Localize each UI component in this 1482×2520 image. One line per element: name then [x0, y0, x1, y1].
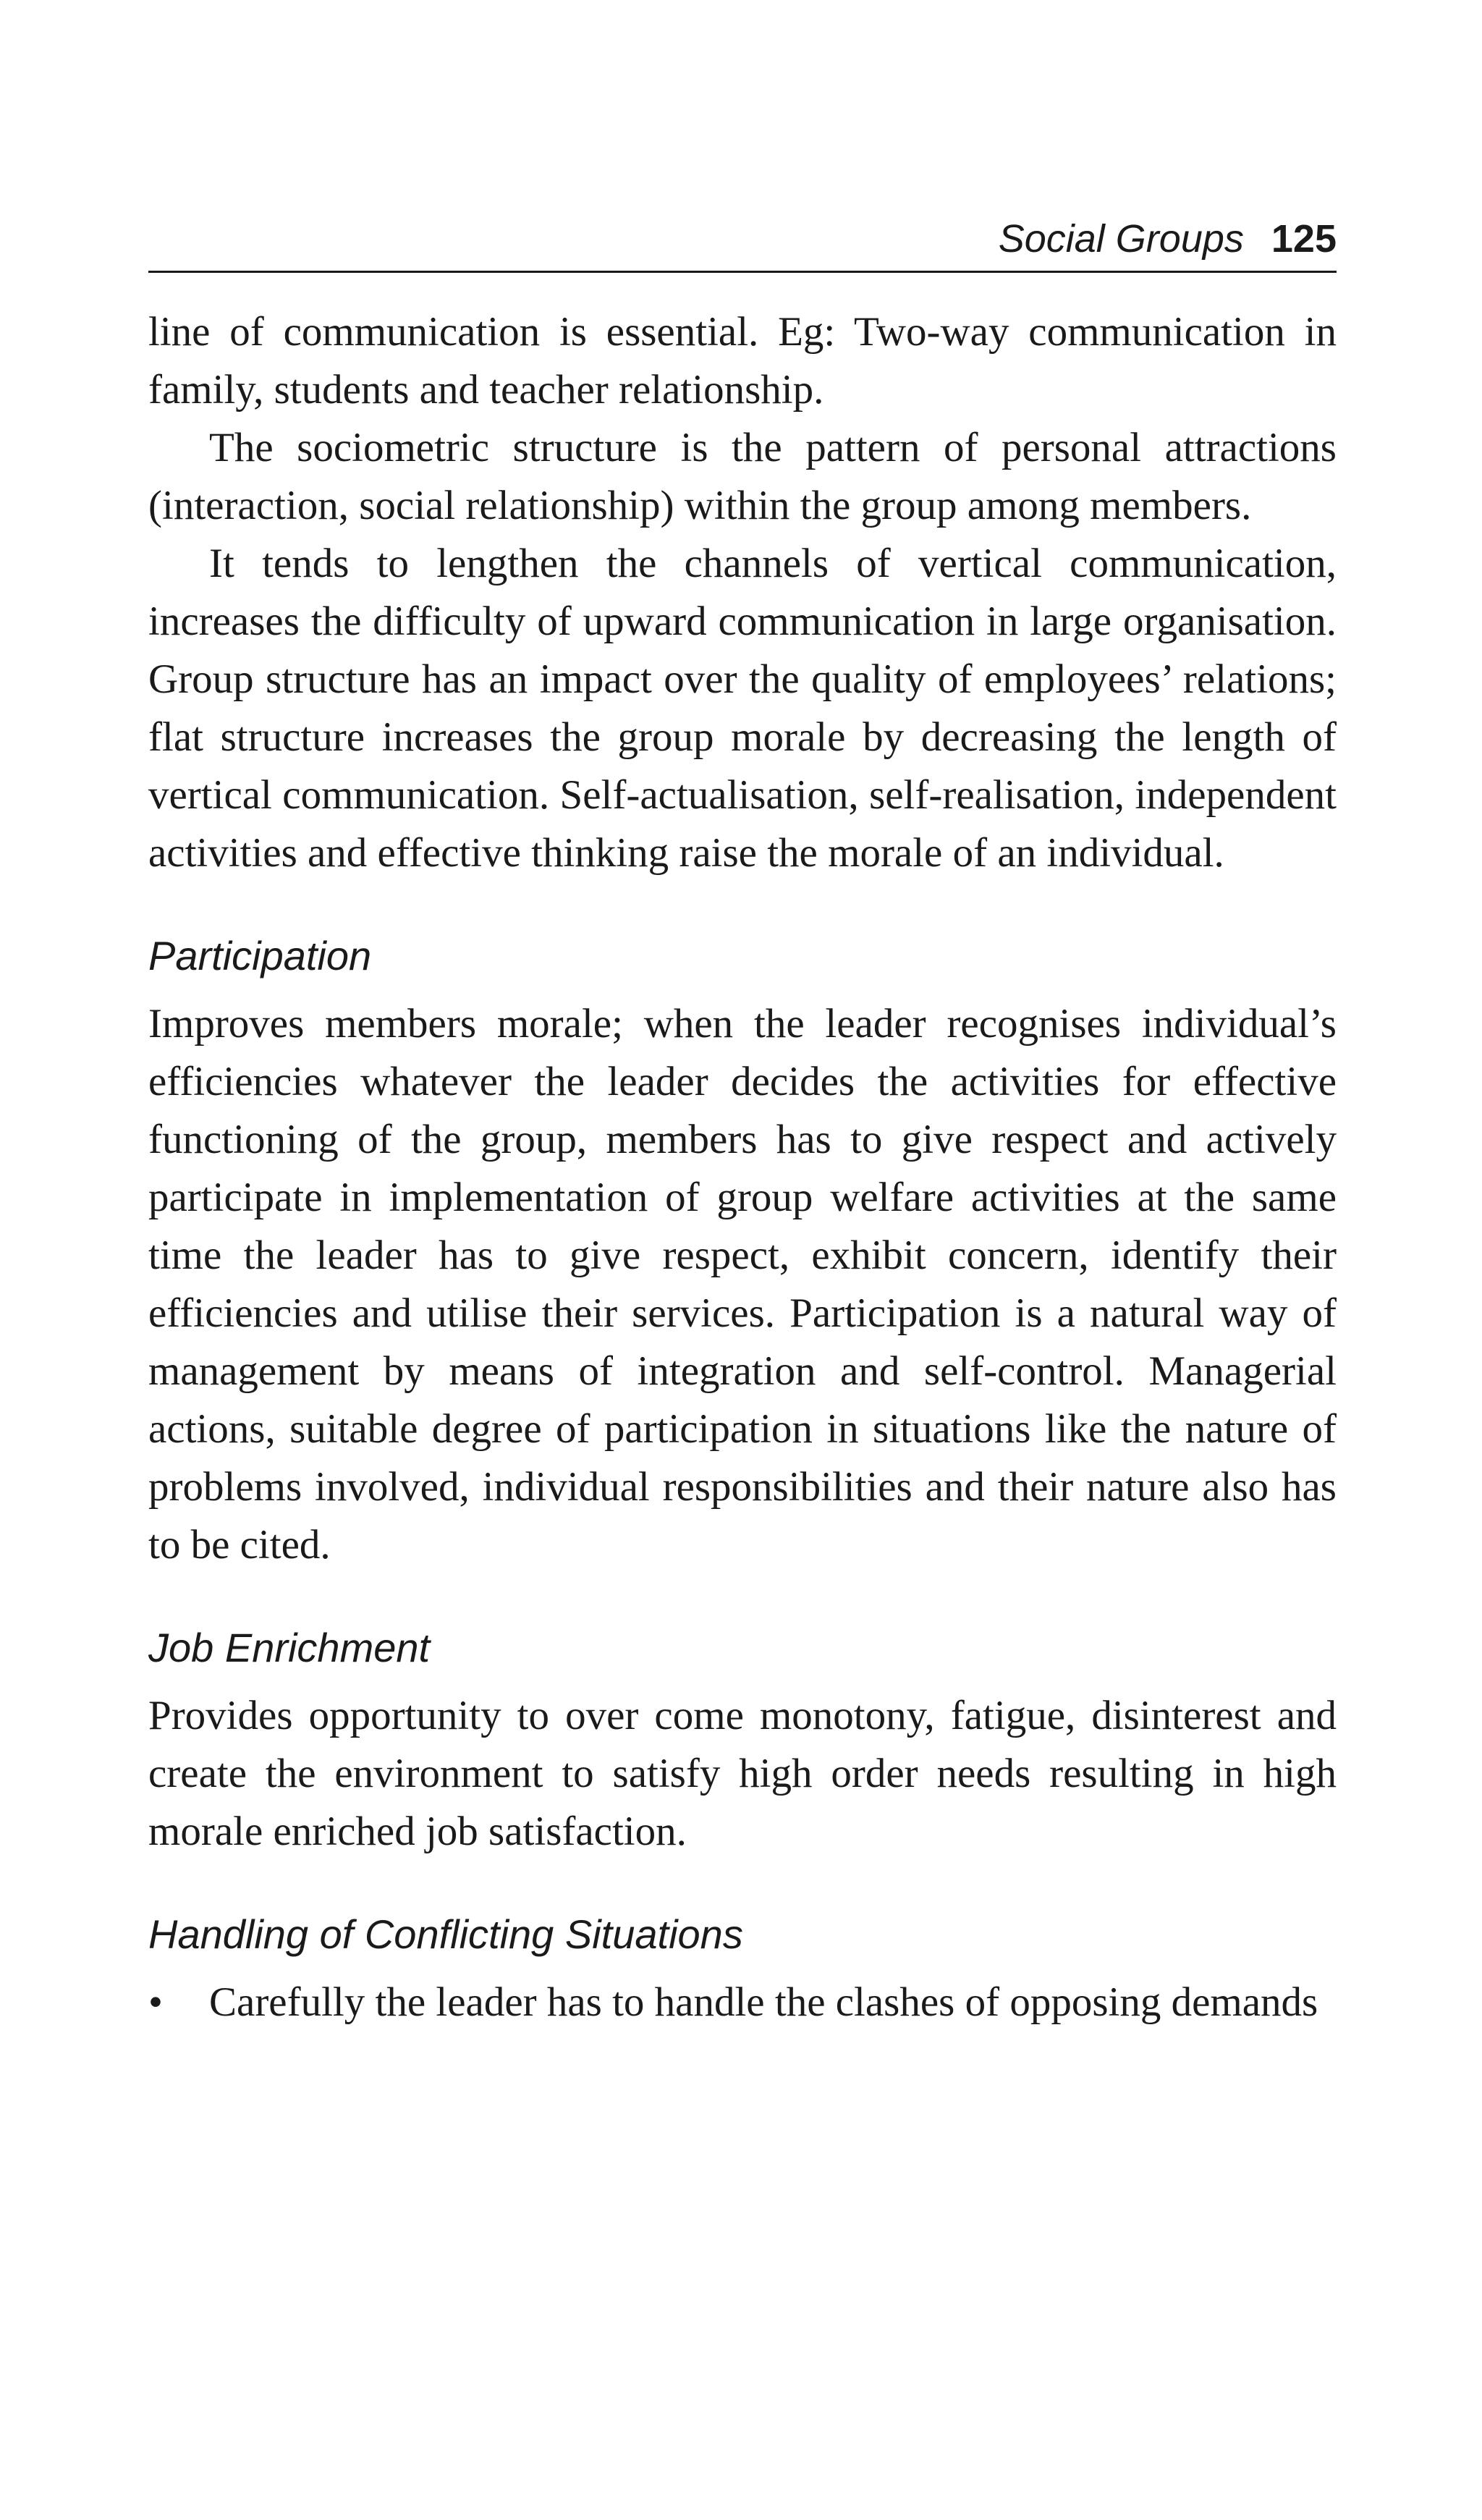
- paragraph-sociometric-structure: The sociometric structure is the pattern of personal attractions (interaction, social relationship) within the group among members.: [148, 425, 1337, 528]
- section-heading-conflicting-situations: Handling of Conflicting Situations: [148, 1911, 743, 1957]
- book-page: [148, 210, 1337, 2031]
- page-number: 125: [1271, 217, 1337, 261]
- section-heading-job-enrichment: Job Enrichment: [148, 1625, 431, 1670]
- bullet-icon: •: [148, 1979, 163, 2025]
- list-item-text: Carefully the leader has to handle the clashes of opposing demands: [209, 1979, 1318, 2025]
- bullet-list: [148, 1974, 1337, 2031]
- paragraph-job-enrichment: Provides opportunity to over come monotony, fatigue, disinterest and create the environment to satisfy high order needs resulting in high morale enriched job satisfaction.: [148, 1693, 1337, 1854]
- list-item: [148, 1974, 1337, 2031]
- paragraph-continued: line of communication is essential. Eg: Two-way communication in family, students and teacher relationship.: [148, 309, 1337, 413]
- running-header-section-title: Social Groups: [998, 217, 1244, 261]
- section-heading-participation: Participation: [148, 933, 372, 978]
- paragraph-vertical-communication: It tends to lengthen the channels of vertical communication, increases the difficulty of upward communication in large organisation. Group structure has an impact over the quality of employees’ relations; flat structure increases the group morale by decreasing the length of vertical communication. Self-actualisation, self-realisation, independent activities and effective thinking raise the morale of an individual.: [148, 541, 1337, 876]
- paragraph-participation: Improves members morale; when the leader recognises individual’s efficiencies whatever the leader decides the activities for effective functioning of the group, members has to give respect and actively participate in implementation of group welfare activities at the same time the leader has to give respect, exhibit concern, identify their efficiencies and utilise their services. Participation is a natural way of management by means of integration and self-control. Managerial actions, suitable degree of participation in situations like the nature of problems involved, individual responsibilities and their nature also has to be cited.: [148, 1001, 1337, 1568]
- running-header: [148, 210, 1337, 273]
